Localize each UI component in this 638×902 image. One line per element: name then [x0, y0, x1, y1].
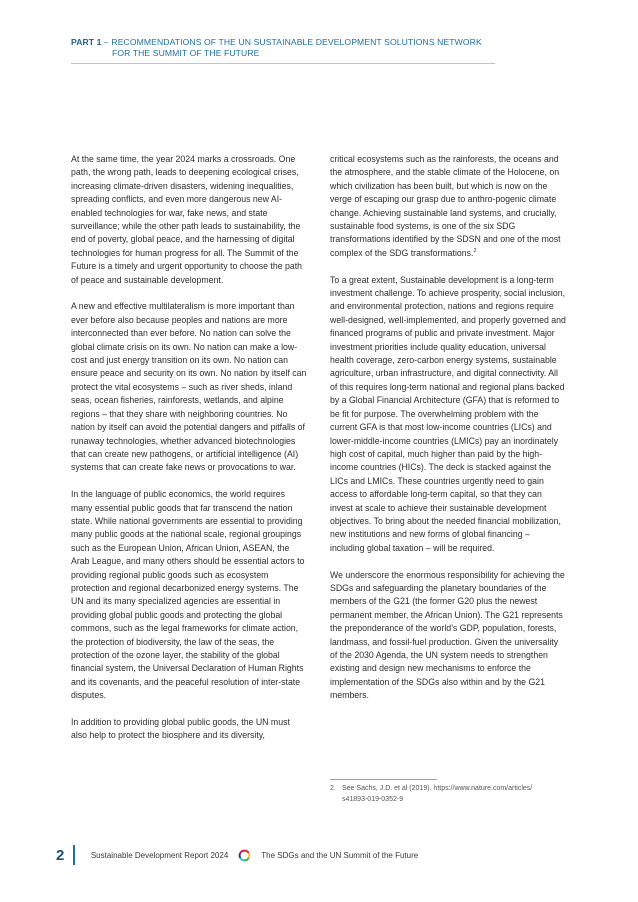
paragraph: At the same time, the year 2024 marks a crossroads. One path, the wrong path, leads to deepening ecological crises, increasing climate-driven disasters, widening inequalities, spreading conflicts, and even more dangerous new AI-enabled technologies for war, fake news, and state surveillance; while the other path leads to sustainability, the end of poverty, global peace, and the harnessing of digital technologies for human progress for all. The Summit of the Future is a timely and urgent opportunity to choose the path of peace and sustainable development.: [71, 154, 303, 285]
right-column: [330, 153, 566, 716]
footnote: [330, 784, 566, 805]
header-divider: [71, 63, 495, 64]
footnote-reference[interactable]: 2: [473, 247, 477, 254]
paragraph: We underscore the enormous responsibility for achieving the SDGs and safeguarding the planetary boundaries of the members of the G21 (the former G20 plus the newest permanent member, the African Union). The G21 represents the preponderance of the world’s GDP, population, forests, landmass, and fossil-fuel production. Given the universality of the 2030 Agenda, the UN system needs to strengthen existing and design new mechanisms to enforce the implementation of the SDGs also within and by the G21 members.: [330, 569, 565, 701]
footer-report-title: Sustainable Development Report 2024: [90, 850, 229, 860]
header-part-label: PART 1: [71, 37, 102, 47]
footer-divider: [73, 845, 75, 865]
paragraph: In the language of public economics, the world requires many essential public goods that far transcend the nation state. While national governments are essential to providing many public goods at the national scale, regional groupings such as the European Union, African Union, ASEAN, the Arab League, and many others should be essential actors to providing regional public goods such as ecosystem protection and regional decarbonized energy systems. The UN and its many specialized agencies are essential in providing global public goods and protecting the global commons, such as the legal frameworks for climate action, the protection of biodiversity, the law of the seas, the protection of the ozone layer, the stability of the global financial system, the Universal Declaration of Human Rights and its covenants, and the peaceful resolution of inter-state disputes.: [71, 489, 305, 701]
header-dash: –: [101, 37, 112, 47]
footnote-text-line2[interactable]: s41893-019-0352-9: [342, 795, 404, 803]
footer-subtitle: The SDGs and the UN Summit of the Future: [261, 850, 419, 860]
left-column: [71, 153, 307, 756]
paragraph: To a great extent, Sustainable development is a long-term investment challenge. To achieve prosperity, social inclusion, and environmental protection, nations and regions require well-designed, well-implemented, and properly governed and financed programs of public and private investment. Major investment priorities include quality education, universal health coverage, zero-carbon energy systems, sustainable agriculture, urban infrastructure, and digital connectivity. All of this requires long-term national and regional plans backed by a Global Financial Architecture (GFA) that is reformed to be fit for purpose. The overwhelming problem with the current GFA is that most low-income countries (LICs) and lower-middle-income countries (LMICs) pay an inordinately high cost of capital, much higher than paid by the high-income countries (HICs). The deck is stacked against the LICs and LMICs. These countries urgently need to gain access to affordable long-term capital, so that they can invest at scale to achieve their sustainable development objectives. To bring about the needed financial mobilization, new institutions and new forms of global financing – including global taxation – will be required.: [330, 274, 566, 553]
paragraph-text: critical ecosystems such as the rainforests, the oceans and the atmosphere, and the stable climate of the Holocene, on which civilization has been built, but which is now on the verge of escaping our grasp due to anthro-pogenic climate change. Achieving sustainable land systems, and crucially, sustainable food systems, is one of the six SDG transformations identified by the SDSN and one of the most complex of the SDG transformations.: [330, 154, 561, 258]
running-header: [71, 37, 495, 59]
paragraph: In addition to providing global public goods, the UN must also help to protect the biosphere and its diversity,: [71, 717, 290, 741]
footnote-text-line1[interactable]: See Sachs, J.D. et al (2019). https://www.nature.com/articles/: [342, 785, 533, 792]
footnote-divider: [330, 779, 437, 780]
page-number: 2: [56, 846, 65, 864]
sdg-wheel-icon: [238, 849, 251, 862]
paragraph: A new and effective multilateralism is more important than ever before also because peoples and nations are more interconnected than ever before. No nation can solve the global climate crisis on its own. No nation can make a low-cost and just energy transition on its own. No nation can ensure peace and security on its own. No nation by itself can protect the vital ecosystems – such as river sheds, inland seas, ocean fisheries, rainforests, wetlands, and alpine regions – that they share with neighboring countries. No nation by itself can avoid the potential dangers and pitfalls of runaway technologies, whether advanced biotechnologies that can create new pathogens, or artificial intelligence (AI) systems that can create fake news or provocations to war.: [71, 301, 307, 473]
header-title-line1: RECOMMENDATIONS OF THE UN SUSTAINABLE DEVELOPMENT SOLUTIONS NETWORK: [111, 37, 482, 47]
page-footer: [56, 844, 418, 866]
footnote-number: 2.: [330, 785, 336, 792]
paragraph: [330, 153, 566, 260]
header-title-line2: FOR THE SUMMIT OF THE FUTURE: [112, 48, 260, 58]
